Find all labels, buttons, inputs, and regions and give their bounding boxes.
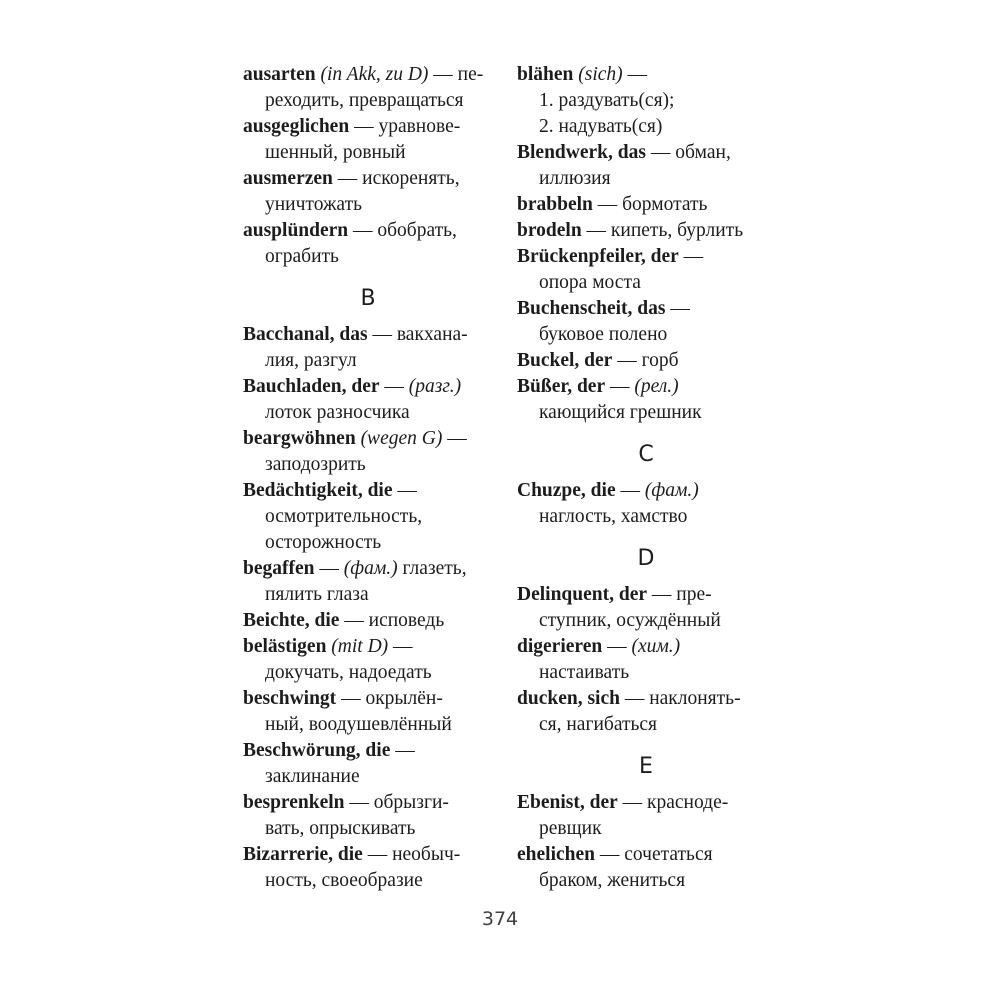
headword-text: besprenkeln [243,792,345,813]
entry-line [517,140,775,166]
entry-line [243,140,493,166]
entry-line [517,686,775,712]
translation-text: 2. надувать(ся) [539,116,663,137]
translation-text: лоток разносчика [265,402,410,423]
section-letter-E: E [639,754,653,779]
translation-text: ограбить [265,246,339,267]
entry-line [517,166,775,192]
dictionary-entry-brodeln [517,218,775,244]
headword-text: ausplündern [243,220,349,241]
usage-label-text: (разг.) [408,376,462,397]
usage-label-text: (wegen G) [360,428,443,449]
translation-text: докучать, надоедать [265,662,432,683]
entry-line [243,712,493,738]
entry-line [243,478,493,504]
dictionary-entry-bacchanal [243,322,493,374]
translation-text: кающийся грешник [539,402,702,423]
dictionary-column-right [517,62,775,894]
entry-line [517,816,775,842]
dictionary-column-left [243,62,493,894]
translation-text: уничтожать [265,194,362,215]
headword-text: Bacchanal, das [243,324,368,345]
entry-line [517,218,775,244]
entry-line [243,426,493,452]
entry-line [517,868,775,894]
entry-line [517,790,775,816]
headword-text: ausgeglichen [243,116,350,137]
entry-line [517,296,775,322]
translation-text: — пре- [647,584,712,605]
dictionary-entry-blaehen [517,62,775,140]
translation-text: — [314,558,344,579]
entry-line [517,62,775,88]
dictionary-entry-begaffen [243,556,493,608]
translation-text: 1. раздувать(ся); [539,90,675,111]
usage-label-text: (хим.) [631,636,681,657]
dictionary-entry-ducken [517,686,775,738]
entry-line [517,608,775,634]
translation-text: — [388,636,413,657]
translation-text: — сочетаться [595,844,713,865]
translation-text: — обрызги- [344,792,449,813]
section-letter-D: D [637,546,655,571]
translation-text: — бормотать [592,194,708,215]
dictionary-entry-buckel [517,348,775,374]
dictionary-entry-bizarrerie [243,842,493,894]
entry-line [517,400,775,426]
entry-line [517,322,775,348]
headword-text: Bizarrerie, die [243,844,363,865]
usage-label-text: (фам.) [644,480,699,501]
page-number: 374 [481,908,519,930]
entry-line [517,114,775,140]
dictionary-entry-belaestigen [243,634,493,686]
entry-line [243,348,493,374]
dictionary-entry-chuzpe [517,478,775,530]
translation-text: — пе- [428,64,484,85]
headword-text: Bedächtigkeit, die [243,480,393,501]
translation-text: — [605,376,635,397]
entry-line [243,166,493,192]
translation-text: — [665,298,690,319]
entry-line [243,608,493,634]
translation-text: — окрылён- [336,688,443,709]
entry-line [517,270,775,296]
dictionary-entry-brabbeln [517,192,775,218]
entry-line [243,790,493,816]
translation-text: — искоренять, [332,168,460,189]
translation-text: — необыч- [362,844,461,865]
translation-text: — [392,480,417,501]
translation-text: браком, жениться [539,870,686,891]
dictionary-entry-ausgeglichen [243,114,493,166]
entry-line [243,192,493,218]
entry-line [517,478,775,504]
usage-label-text: (mit D) [331,636,389,657]
entry-line [243,374,493,400]
translation-text: — [379,376,409,397]
translation-text: лия, разгул [265,350,357,371]
entry-line [517,192,775,218]
translation-text: — наклонять- [619,688,741,709]
translation-text: — обман, [645,142,731,163]
translation-text: — кипеть, бурлить [581,220,744,241]
section-letter-C: C [638,442,654,467]
translation-text: осмотрительность, [265,506,423,527]
headword-text: Buckel, der [517,350,613,371]
entry-line [517,842,775,868]
entry-line [243,582,493,608]
section-letter-B: B [360,286,376,311]
entry-line [243,218,493,244]
headword-text: brodeln [517,220,582,241]
entry-line [243,660,493,686]
translation-text: — обобрать, [348,220,457,241]
headword-text: begaffen [243,558,315,579]
usage-label-text: (sich) [578,64,623,85]
entry-line [243,634,493,660]
translation-text: опора моста [539,272,641,293]
dictionary-entry-beargwoehnen [243,426,493,478]
headword-text: Beichte, die [243,610,340,631]
translation-text: пялить глаза [265,584,369,605]
headword-text: Büßer, der [517,376,606,397]
headword-text: ehelichen [517,844,595,865]
dictionary-entry-beschwoerung [243,738,493,790]
entry-line [243,400,493,426]
usage-label-text: (рел.) [634,376,679,397]
headword-text: ausarten [243,64,321,85]
dictionary-entry-auspluendern [243,218,493,270]
headword-text: Bauchladen, der [243,376,380,397]
entry-line [243,244,493,270]
entry-line [517,88,775,114]
entry-line [243,62,493,88]
translation-text: осторожность [265,532,382,553]
headword-text: beschwingt [243,688,337,709]
translation-text: ный, воодушевлённый [265,714,452,735]
translation-text: вать, опрыскивать [265,818,416,839]
entry-line [243,452,493,478]
translation-text: настаивать [539,662,630,683]
translation-text: шенный, ровный [265,142,406,163]
dictionary-entry-ausarten [243,62,493,114]
entry-line [243,764,493,790]
dictionary-entry-beschwingt [243,686,493,738]
dictionary-entry-buesser [517,374,775,426]
translation-text: — красноде- [617,792,729,813]
entry-line [517,634,775,660]
translation-text: глазеть, [397,558,467,579]
entry-line [243,686,493,712]
translation-text: — [615,480,645,501]
headword-text: Chuzpe, die [517,480,616,501]
headword-text: beargwöhnen [243,428,361,449]
usage-label-text: (фам.) [343,558,398,579]
translation-text: — вакхана- [367,324,468,345]
translation-text: ревщик [539,818,602,839]
translation-text: заклинание [265,766,360,787]
dictionary-entry-besprenkeln [243,790,493,842]
headword-text: Beschwörung, die [243,740,391,761]
headword-text: ducken, sich [517,688,620,709]
headword-text: belästigen [243,636,332,657]
entry-line [517,660,775,686]
translation-text: — уравнове- [349,116,461,137]
entry-line [517,504,775,530]
entry-line [243,530,493,556]
headword-text: Buchenscheit, das [517,298,666,319]
dictionary-entry-bedaechtigkeit [243,478,493,556]
entry-line [517,712,775,738]
entry-line [517,348,775,374]
entry-line [243,114,493,140]
translation-text: — [390,740,415,761]
headword-text: Delinquent, der [517,584,648,605]
entry-line [243,88,493,114]
headword-text: blähen [517,64,579,85]
headword-text: ausmerzen [243,168,333,189]
entry-line [517,582,775,608]
dictionary-entry-buchenscheit [517,296,775,348]
translation-text: ность, своеобразие [265,870,423,891]
dictionary-entry-blendwerk [517,140,775,192]
translation-text: — горб [612,350,679,371]
entry-line [243,556,493,582]
translation-text: реходить, превращаться [265,90,464,111]
dictionary-entry-delinquent [517,582,775,634]
usage-label-text: (in Akk, zu D) [320,64,429,85]
headword-text: brabbeln [517,194,593,215]
entry-line [243,842,493,868]
translation-text: — [678,246,704,267]
headword-text: Ebenist, der [517,792,618,813]
translation-text: — [602,636,632,657]
dictionary-entry-ausmerzen [243,166,493,218]
entry-line [243,816,493,842]
dictionary-entry-bauchladen [243,374,493,426]
headword-text: Blendwerk, das [517,142,646,163]
translation-text: ся, нагибаться [539,714,658,735]
translation-text: буковое полено [539,324,668,345]
headword-text: Brückenpfeiler, der [517,246,679,267]
translation-text: — [442,428,467,449]
entry-line [243,738,493,764]
translation-text: наглость, хамство [539,506,688,527]
dictionary-entry-beichte [243,608,493,634]
translation-text: — исповедь [339,610,445,631]
dictionary-entry-ebenist [517,790,775,842]
entry-line [243,504,493,530]
entry-line [243,322,493,348]
dictionary-entry-digerieren [517,634,775,686]
entry-line [517,244,775,270]
translation-text: ступник, осуждённый [539,610,721,631]
entry-line [243,868,493,894]
translation-text: — [622,64,648,85]
translation-text: иллюзия [539,168,611,189]
entry-line [517,374,775,400]
translation-text: заподозрить [265,454,366,475]
dictionary-entry-ehelichen [517,842,775,894]
headword-text: digerieren [517,636,603,657]
dictionary-entry-brueckenpfeiler [517,244,775,296]
